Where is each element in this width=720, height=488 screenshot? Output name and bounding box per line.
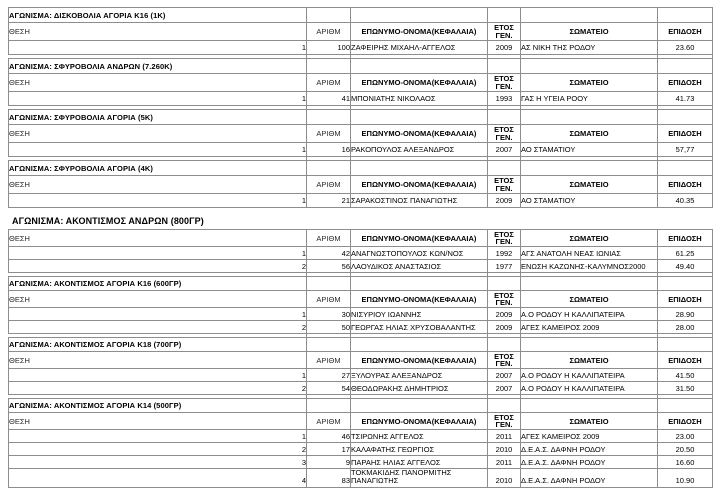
col-header-name: ΕΠΩΝΥΜΟ-ΟΝΟΜΑ(ΚΕΦΑΛΑΙΑ): [351, 176, 488, 194]
result-cell: 61.25: [658, 247, 713, 260]
position-cell: 2: [9, 382, 307, 395]
col-header-number: ΑΡΙΘΜ: [307, 23, 351, 41]
result-cell: 23.00: [658, 430, 713, 443]
col-header-name: ΕΠΩΝΥΜΟ-ΟΝΟΜΑ(ΚΕΦΑΛΑΙΑ): [351, 352, 488, 369]
section-title: ΑΓΩΝΙΣΜΑ: ΣΦΥΡΟΒΟΛΙΑ ΑΝΔΡΩΝ (7.260Κ): [9, 59, 307, 74]
section-title-row: [9, 161, 713, 176]
year-cell: 2010: [488, 469, 521, 488]
empty-cell: [351, 161, 488, 176]
empty-cell: [351, 338, 488, 352]
table-row: [9, 92, 713, 106]
section-title-row: [9, 8, 713, 23]
table-header-row: [9, 230, 713, 247]
empty-cell: [351, 59, 488, 74]
col-header-year: ΕΤΟΣ ΓΕΝ.: [488, 125, 521, 143]
result-cell: 31.50: [658, 382, 713, 395]
table-row: [9, 369, 713, 382]
section-title-row: [9, 277, 713, 291]
col-header-number: ΑΡΙΘΜ: [307, 352, 351, 369]
col-header-result: ΕΠΙΔΟΣΗ: [658, 230, 713, 247]
year-cell: 1992: [488, 247, 521, 260]
year-cell: 2010: [488, 443, 521, 456]
position-cell: 1: [9, 308, 307, 321]
col-header-club: ΣΩΜΑΤΕΙΟ: [521, 413, 658, 430]
number-cell: 21: [307, 194, 351, 208]
name-cell: ΡΑΚΟΠΟΥΛΟΣ ΑΛΕΞΑΝΔΡΟΣ: [351, 143, 488, 157]
col-header-number: ΑΡΙΘΜ: [307, 230, 351, 247]
year-cell: 2007: [488, 382, 521, 395]
position-cell: 1: [9, 143, 307, 157]
col-header-club: ΣΩΜΑΤΕΙΟ: [521, 352, 658, 369]
club-cell: Α.Ο ΡΟΔΟΥ Η ΚΑΛΛΙΠΑΤΕΙΡΑ: [521, 308, 658, 321]
club-cell: ΑΟ ΣΤΑΜΑΤΙΟΥ: [521, 143, 658, 157]
table-header-row: [9, 125, 713, 143]
empty-cell: [521, 59, 658, 74]
section-title-row: [9, 59, 713, 74]
position-cell: 3: [9, 456, 307, 469]
name-cell: ΣΑΡΑΚΟΣΤΙΝΟΣ ΠΑΝΑΓΙΩΤΗΣ: [351, 194, 488, 208]
empty-cell: [658, 110, 713, 125]
number-cell: 17: [307, 443, 351, 456]
table-row: [9, 247, 713, 260]
col-header-result: ΕΠΙΔΟΣΗ: [658, 74, 713, 92]
col-header-number: ΑΡΙΘΜ: [307, 413, 351, 430]
table-row: [9, 260, 713, 273]
name-cell: ΖΑΦΕΙΡΗΣ ΜΙΧΑΗΛ-ΑΓΓΕΛΟΣ: [351, 41, 488, 55]
col-header-position: ΘΕΣΗ: [9, 230, 307, 247]
result-cell: 20.50: [658, 443, 713, 456]
number-cell: 56: [307, 260, 351, 273]
empty-cell: [307, 399, 351, 413]
col-header-year: ΕΤΟΣ ΓΕΝ.: [488, 291, 521, 308]
col-header-name: ΕΠΩΝΥΜΟ-ΟΝΟΜΑ(ΚΕΦΑΛΑΙΑ): [351, 23, 488, 41]
section-title: ΑΓΩΝΙΣΜΑ: ΑΚΟΝΤΙΣΜΟΣ ΑΓΟΡΙΑ Κ18 (700ΓΡ): [9, 338, 307, 352]
empty-cell: [521, 338, 658, 352]
result-cell: 57,77: [658, 143, 713, 157]
section-title: ΑΓΩΝΙΣΜΑ: ΣΦΥΡΟΒΟΛΙΑ ΑΓΟΡΙΑ (5Κ): [9, 110, 307, 125]
col-header-year: ΕΤΟΣ ΓΕΝ.: [488, 413, 521, 430]
year-cell: 1993: [488, 92, 521, 106]
empty-cell: [351, 399, 488, 413]
col-header-result: ΕΠΙΔΟΣΗ: [658, 176, 713, 194]
col-header-club: ΣΩΜΑΤΕΙΟ: [521, 291, 658, 308]
empty-cell: [351, 8, 488, 23]
name-cell: ΤΣΙΡΩΝΗΣ ΑΓΓΕΛΟΣ: [351, 430, 488, 443]
col-header-year: ΕΤΟΣ ΓΕΝ.: [488, 23, 521, 41]
table-header-row: [9, 352, 713, 369]
year-cell: 2009: [488, 321, 521, 334]
result-cell: 41.50: [658, 369, 713, 382]
table-header-row: [9, 23, 713, 41]
col-header-position: ΘΕΣΗ: [9, 291, 307, 308]
position-cell: 1: [9, 92, 307, 106]
year-cell: 1977: [488, 260, 521, 273]
club-cell: ΑΓΕΣ ΚΑΜΕΙΡΟΣ 2009: [521, 321, 658, 334]
empty-cell: [658, 338, 713, 352]
empty-cell: [658, 8, 713, 23]
col-header-year: ΕΤΟΣ ΓΕΝ.: [488, 352, 521, 369]
col-header-position: ΘΕΣΗ: [9, 413, 307, 430]
name-cell: ΓΕΩΡΓΑΣ ΗΛΙΑΣ ΧΡΥΣΟΒΑΛΑΝΤΗΣ: [351, 321, 488, 334]
col-header-name: ΕΠΩΝΥΜΟ-ΟΝΟΜΑ(ΚΕΦΑΛΑΙΑ): [351, 74, 488, 92]
empty-cell: [307, 161, 351, 176]
table-row: [9, 382, 713, 395]
number-cell: 54: [307, 382, 351, 395]
name-cell: ΚΑΛΑΦΑΤΗΣ ΓΕΩΡΓΙΟΣ: [351, 443, 488, 456]
position-cell: 1: [9, 430, 307, 443]
table-row: [9, 321, 713, 334]
number-cell: 42: [307, 247, 351, 260]
club-cell: ΓΑΣ Η ΥΓΕΙΑ ΡΟΟΥ: [521, 92, 658, 106]
empty-cell: [307, 59, 351, 74]
club-cell: Α.Ο ΡΟΔΟΥ Η ΚΑΛΛΙΠΑΤΕΙΡΑ: [521, 382, 658, 395]
position-cell: 2: [9, 260, 307, 273]
empty-cell: [488, 338, 521, 352]
col-header-result: ΕΠΙΔΟΣΗ: [658, 291, 713, 308]
position-cell: 1: [9, 41, 307, 55]
position-cell: 1: [9, 194, 307, 208]
col-header-club: ΣΩΜΑΤΕΙΟ: [521, 176, 658, 194]
empty-cell: [658, 277, 713, 291]
col-header-club: ΣΩΜΑΤΕΙΟ: [521, 230, 658, 247]
club-cell: Α.Ο ΡΟΔΟΥ Η ΚΑΛΛΙΠΑΤΕΙΡΑ: [521, 369, 658, 382]
col-header-position: ΘΕΣΗ: [9, 23, 307, 41]
col-header-result: ΕΠΙΔΟΣΗ: [658, 125, 713, 143]
result-cell: 10.90: [658, 469, 713, 488]
empty-cell: [521, 277, 658, 291]
position-cell: 2: [9, 321, 307, 334]
col-header-club: ΣΩΜΑΤΕΙΟ: [521, 125, 658, 143]
table-row: [9, 469, 713, 488]
year-cell: 2009: [488, 194, 521, 208]
col-header-year: ΕΤΟΣ ΓΕΝ.: [488, 74, 521, 92]
club-cell: Δ.Ε.Α.Σ. ΔΑΦΝΗ ΡΟΔΟΥ: [521, 469, 658, 488]
result-cell: 23.60: [658, 41, 713, 55]
results-table-block-a: [8, 7, 713, 208]
result-cell: 28.00: [658, 321, 713, 334]
year-cell: 2011: [488, 456, 521, 469]
club-cell: ΑΓΣ ΑΝΑΤΟΛΗ ΝΕΑΣ ΙΩΝΙΑΣ: [521, 247, 658, 260]
empty-cell: [307, 277, 351, 291]
result-cell: 40.35: [658, 194, 713, 208]
col-header-position: ΘΕΣΗ: [9, 176, 307, 194]
empty-cell: [351, 110, 488, 125]
table-row: [9, 308, 713, 321]
table-header-row: [9, 74, 713, 92]
table-header-row: [9, 413, 713, 430]
empty-cell: [658, 161, 713, 176]
col-header-number: ΑΡΙΘΜ: [307, 176, 351, 194]
number-cell: 100: [307, 41, 351, 55]
name-cell: ΞΥΛΟΥΡΑΣ ΑΛΕΞΑΝΔΡΟΣ: [351, 369, 488, 382]
section-title-row: [9, 110, 713, 125]
number-cell: 16: [307, 143, 351, 157]
results-table-block-b: [8, 229, 713, 488]
col-header-number: ΑΡΙΘΜ: [307, 74, 351, 92]
col-header-result: ΕΠΙΔΟΣΗ: [658, 23, 713, 41]
col-header-position: ΘΕΣΗ: [9, 74, 307, 92]
name-cell: ΘΕΟΔΩΡΑΚΗΣ ΔΗΜΗΤΡΙΟΣ: [351, 382, 488, 395]
table-row: [9, 443, 713, 456]
table-header-row: [9, 291, 713, 308]
club-cell: ΕΝΩΣΗ ΚΑΖΩΝΗΣ-ΚΑΛΥΜΝΟΣ2000: [521, 260, 658, 273]
col-header-name: ΕΠΩΝΥΜΟ-ΟΝΟΜΑ(ΚΕΦΑΛΑΙΑ): [351, 125, 488, 143]
result-cell: 41.73: [658, 92, 713, 106]
result-cell: 28.90: [658, 308, 713, 321]
position-cell: 1: [9, 369, 307, 382]
empty-cell: [521, 161, 658, 176]
number-cell: 27: [307, 369, 351, 382]
empty-cell: [488, 110, 521, 125]
name-cell: ΤΟΚΜΑΚΙΔΗΣ ΠΑΝΟΡΜΙΤΗΣ ΠΑΝΑΓΙΩΤΗΣ: [351, 469, 488, 488]
section-title-row: [9, 399, 713, 413]
name-cell: ΑΝΑΓΝΩΣΤΟΠΟΥΛΟΣ ΚΩΝ/ΝΟΣ: [351, 247, 488, 260]
club-cell: Δ.Ε.Α.Σ. ΔΑΦΝΗ ΡΟΔΟΥ: [521, 443, 658, 456]
name-cell: ΛΑΟΥΔΙΚΟΣ ΑΝΑΣΤΑΣΙΟΣ: [351, 260, 488, 273]
empty-cell: [307, 338, 351, 352]
empty-cell: [488, 399, 521, 413]
empty-cell: [307, 110, 351, 125]
result-cell: 16.60: [658, 456, 713, 469]
number-cell: 46: [307, 430, 351, 443]
club-cell: Δ.Ε.Α.Σ. ΔΑΦΝΗ ΡΟΔΟΥ: [521, 456, 658, 469]
empty-cell: [658, 59, 713, 74]
col-header-name: ΕΠΩΝΥΜΟ-ΟΝΟΜΑ(ΚΕΦΑΛΑΙΑ): [351, 291, 488, 308]
empty-cell: [521, 8, 658, 23]
number-cell: 41: [307, 92, 351, 106]
year-cell: 2007: [488, 143, 521, 157]
empty-cell: [488, 161, 521, 176]
table-row: [9, 194, 713, 208]
year-cell: 2009: [488, 41, 521, 55]
name-cell: ΠΑΡΑΗΣ ΗΛΙΑΣ ΑΓΓΕΛΟΣ: [351, 456, 488, 469]
section-title-row: [9, 338, 713, 352]
col-header-number: ΑΡΙΘΜ: [307, 291, 351, 308]
year-cell: 2007: [488, 369, 521, 382]
club-cell: ΑΣ ΝΙΚΗ ΤΗΣ ΡΟΔΟΥ: [521, 41, 658, 55]
col-header-name: ΕΠΩΝΥΜΟ-ΟΝΟΜΑ(ΚΕΦΑΛΑΙΑ): [351, 413, 488, 430]
number-cell: 9: [307, 456, 351, 469]
name-cell: ΜΠΟΝΙΑΤΗΣ ΝΙΚΟΛΑΟΣ: [351, 92, 488, 106]
name-cell: ΝΙΣΥΡΙΟΥ ΙΩΑΝΝΗΣ: [351, 308, 488, 321]
position-cell: 4: [9, 469, 307, 488]
col-header-number: ΑΡΙΘΜ: [307, 125, 351, 143]
section-title: ΑΓΩΝΙΣΜΑ: ΣΦΥΡΟΒΟΛΙΑ ΑΓΟΡΙΑ (4Κ): [9, 161, 307, 176]
table-header-row: [9, 176, 713, 194]
empty-cell: [307, 8, 351, 23]
col-header-year: ΕΤΟΣ ΓΕΝ.: [488, 230, 521, 247]
section-title: ΑΓΩΝΙΣΜΑ: ΑΚΟΝΤΙΣΜΟΣ ΑΝΔΡΩΝ (800ΓΡ): [12, 216, 204, 226]
col-header-position: ΘΕΣΗ: [9, 125, 307, 143]
col-header-result: ΕΠΙΔΟΣΗ: [658, 413, 713, 430]
empty-cell: [521, 399, 658, 413]
position-cell: 1: [9, 247, 307, 260]
year-cell: 2011: [488, 430, 521, 443]
col-header-year: ΕΤΟΣ ΓΕΝ.: [488, 176, 521, 194]
empty-cell: [488, 8, 521, 23]
result-cell: 49.40: [658, 260, 713, 273]
club-cell: ΑΟ ΣΤΑΜΑΤΙΟΥ: [521, 194, 658, 208]
empty-cell: [488, 277, 521, 291]
number-cell: 83: [307, 469, 351, 488]
table-row: [9, 143, 713, 157]
section-title: ΑΓΩΝΙΣΜΑ: ΑΚΟΝΤΙΣΜΟΣ ΑΓΟΡΙΑ Κ16 (600ΓΡ): [9, 277, 307, 291]
club-cell: ΑΓΕΣ ΚΑΜΕΙΡΟΣ 2009: [521, 430, 658, 443]
number-cell: 50: [307, 321, 351, 334]
empty-cell: [488, 59, 521, 74]
empty-cell: [351, 277, 488, 291]
col-header-result: ΕΠΙΔΟΣΗ: [658, 352, 713, 369]
table-row: [9, 430, 713, 443]
col-header-club: ΣΩΜΑΤΕΙΟ: [521, 23, 658, 41]
table-row: [9, 41, 713, 55]
position-cell: 2: [9, 443, 307, 456]
empty-cell: [521, 110, 658, 125]
col-header-club: ΣΩΜΑΤΕΙΟ: [521, 74, 658, 92]
col-header-position: ΘΕΣΗ: [9, 352, 307, 369]
section-title: ΑΓΩΝΙΣΜΑ: ΔΙΣΚΟΒΟΛΙΑ ΑΓΟΡΙΑ Κ16 (1Κ): [9, 8, 307, 23]
number-cell: 30: [307, 308, 351, 321]
empty-cell: [658, 399, 713, 413]
col-header-name: ΕΠΩΝΥΜΟ-ΟΝΟΜΑ(ΚΕΦΑΛΑΙΑ): [351, 230, 488, 247]
year-cell: 2009: [488, 308, 521, 321]
section-title: ΑΓΩΝΙΣΜΑ: ΑΚΟΝΤΙΣΜΟΣ ΑΓΟΡΙΑ Κ14 (500ΓΡ): [9, 399, 307, 413]
